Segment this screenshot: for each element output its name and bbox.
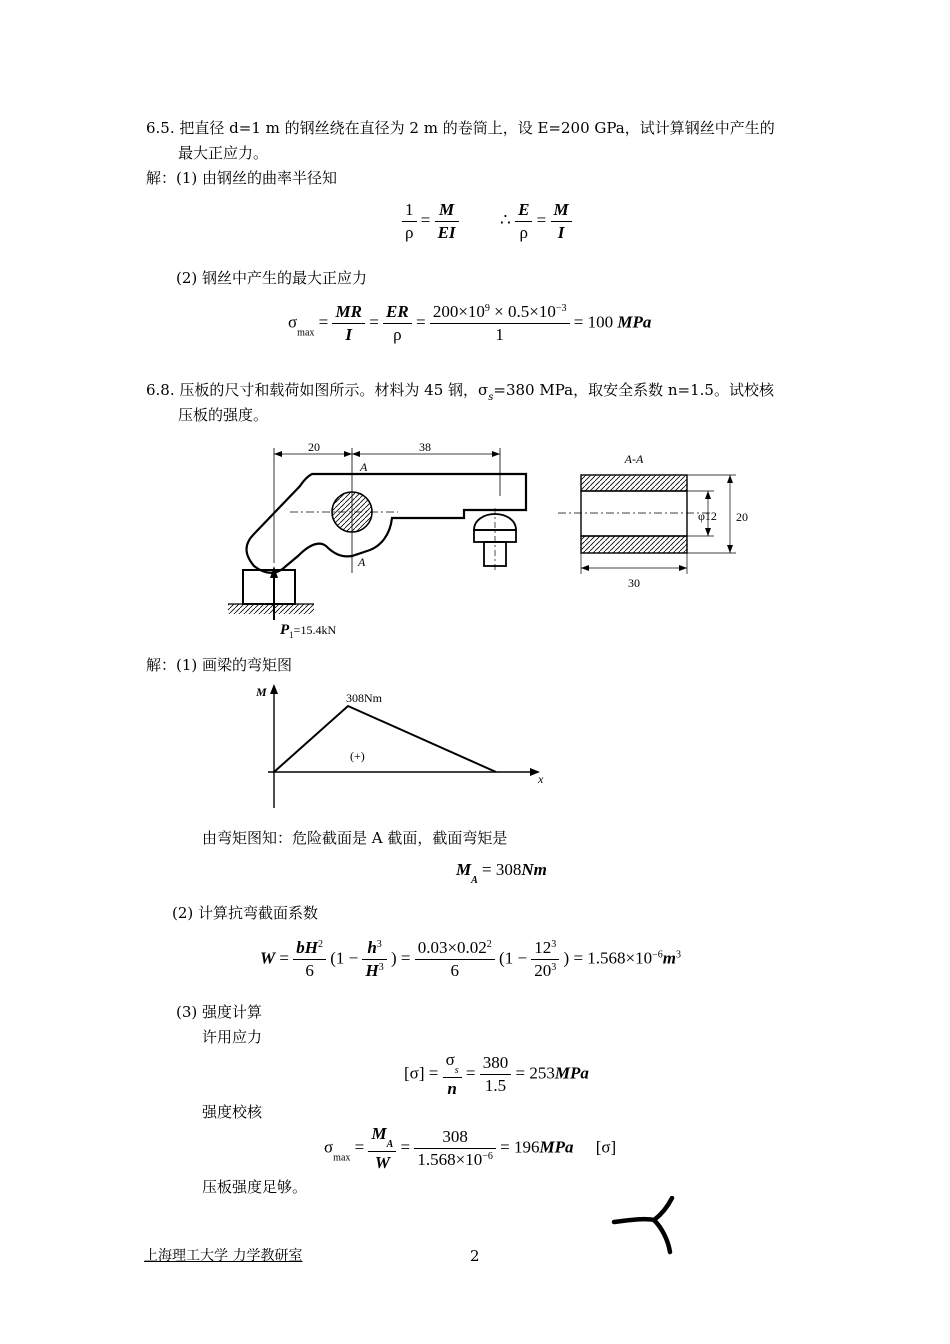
- problem-6-8-line2: 压板的强度。: [178, 406, 269, 424]
- allowable-stress-label: 许用应力: [202, 1028, 263, 1046]
- solution-6-8-step1: 解：(1) 画梁的弯矩图: [146, 656, 293, 674]
- footer-institution: 上海理工大学 力学教研室: [144, 1248, 303, 1264]
- bending-moment-diagram: [250, 682, 560, 812]
- pressing-plate-figure: [220, 438, 550, 640]
- moment-sign-label: (+): [350, 749, 365, 763]
- equation-curvature-therefore: ∴ $\frac{E}{\rho}$ = $\frac{M}{I}$: [500, 200, 572, 243]
- page-number: 2: [470, 1247, 480, 1265]
- section-title: A-A: [624, 452, 644, 466]
- equation-allowable-stress: [σ] = $\frac{\sigma_s}{n}$ = $\frac{380}{1.5}$ = 253MPa: [404, 1050, 589, 1098]
- handwritten-mark: [610, 1196, 680, 1256]
- dim-20: 20: [308, 440, 320, 454]
- solution-6-5-step2: (2) 钢丝中产生的最大正应力: [176, 269, 368, 287]
- section-aa-figure: [550, 446, 770, 592]
- solution-6-8-step2: (2) 计算抗弯截面系数: [172, 904, 319, 922]
- dim-w30: 30: [628, 576, 640, 590]
- equation-max-stress: $\sigma_{max}$ = $\frac{MR}{I}$ = $\frac{ER}{\rho}$ = $\frac{200\times 10^9 \times 0.5\times 10^{-3}}{1}$ = 100 MPa: [288, 302, 652, 344]
- problem-6-5-line2: 最大正应力。: [178, 144, 269, 162]
- x-axis-label: x: [538, 772, 544, 786]
- strength-check-label: 强度校核: [202, 1103, 263, 1121]
- problem-6-8-line1: 6.8. 压板的尺寸和载荷如图所示。材料为 45 钢，$\sigma_s=380$ MPa，取安全系数 n=1.5。试校核: [146, 381, 774, 403]
- load-label: $P_1=15.4kN$: [280, 622, 337, 640]
- dim-phi12: φ12: [698, 509, 717, 523]
- conclusion-text: 压板强度足够。: [202, 1178, 308, 1196]
- problem-6-5-line1: 6.5. 把直径 d=1 m 的钢丝绕在直径为 2 m 的卷筒上，设 E=200 GPa，试计算钢丝中产生的: [146, 119, 775, 137]
- dim-38: 38: [419, 440, 431, 454]
- solution-6-8-step3: (3) 强度计算: [176, 1003, 263, 1021]
- solution-6-5-step1: 解：(1) 由钢丝的曲率半径知: [146, 169, 338, 187]
- moment-peak-label: 308Nm: [346, 691, 382, 705]
- equation-section-modulus: W = $\frac{bH^2}{6}$ (1 − $\frac{h^3}{H^3}$ ) = $\frac{0.03\times 0.02^2}{6}$ (1 − $\frac{12^3}{20^3}$ ) = $1.568\times 10^{-6}m^3$: [260, 938, 681, 980]
- moment-axis-label: M: [256, 685, 267, 699]
- equation-curvature: $\frac{1}{\rho}$ = $\frac{M}{EI}$: [402, 200, 459, 243]
- equation-moment-a: $M_A = 308Nm$: [456, 860, 547, 886]
- equation-strength-check: $\sigma_{max}$ = $\frac{M_A}{W}$ = $\frac{308}{1.568\times 10^{-6}}$ = 196MPa [σ]: [324, 1124, 617, 1172]
- dim-h20: 20: [736, 510, 748, 524]
- danger-section-text: 由弯矩图知：危险截面是 A 截面，截面弯矩是: [202, 829, 508, 847]
- section-mark-a-top: A: [360, 460, 368, 474]
- section-mark-a-bottom: A: [358, 555, 366, 569]
